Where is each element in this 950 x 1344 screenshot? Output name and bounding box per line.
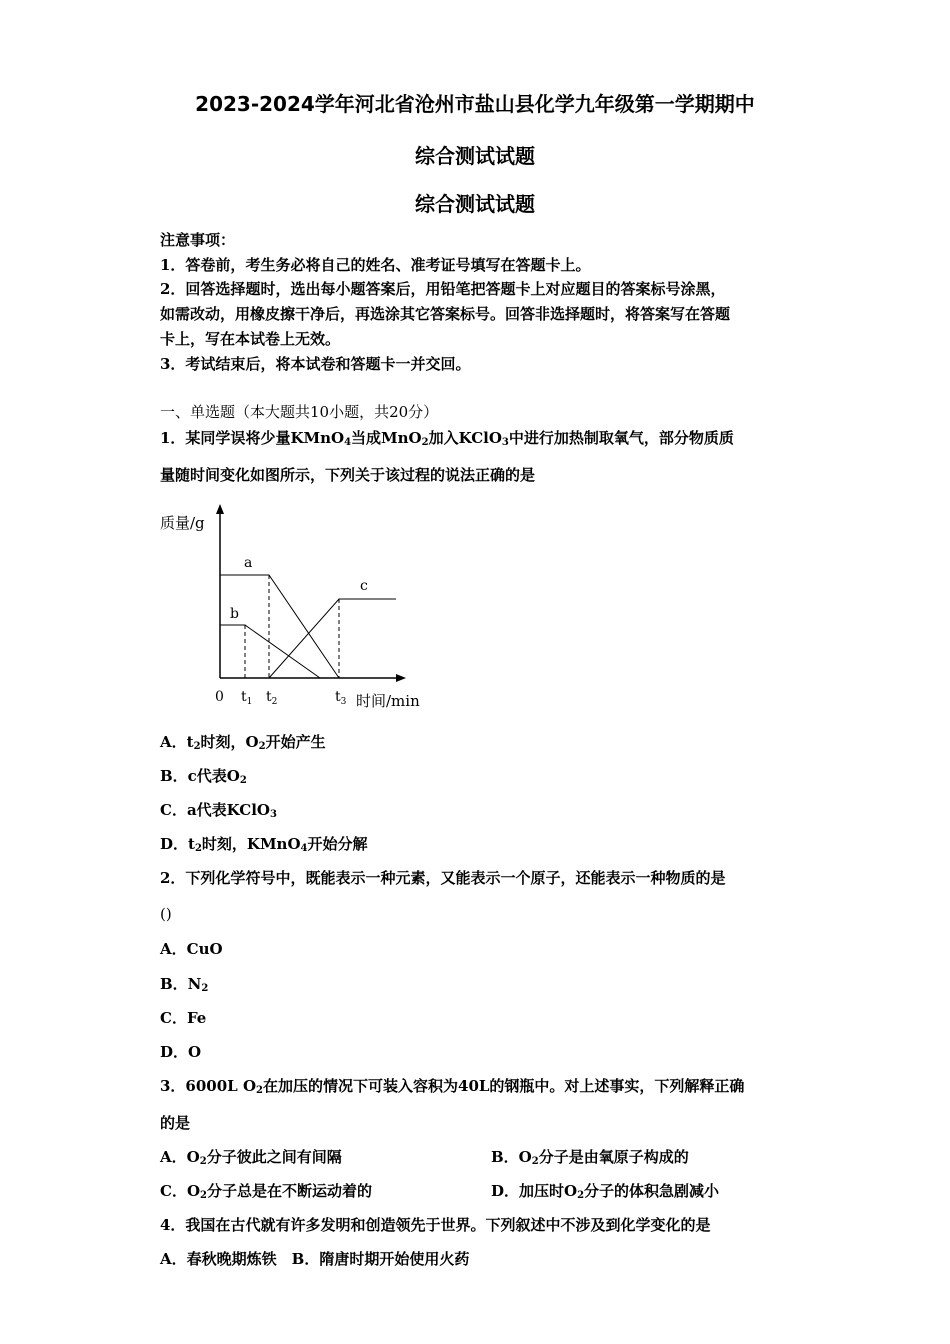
notice-item-2-line1: 2．回答选择题时，选出每小题答案后，用铅笔把答题卡上对应题目的答案标号涂黑，: [160, 280, 726, 298]
y-axis-label: 质量/g: [160, 514, 205, 532]
q3-option-a[interactable]: A．$O_2$分子彼此之间有间隔: [160, 1148, 342, 1167]
question-2-line1: 2．下列化学符号中，既能表示一种元素，又能表示一个原子，还能表示一种物质的是: [160, 869, 726, 887]
tick-t1: $t_1$: [241, 689, 253, 707]
notice-heading: 注意事项：: [160, 231, 236, 249]
x-axis-label: 时间/min: [356, 692, 420, 710]
series-c-line: [269, 599, 396, 678]
series-c-label: c: [360, 578, 368, 594]
question-3-line1: 3．6000L $O_2$在加压的情况下可装入容积为40L的钢瓶中。对上述事实，下列解释正确: [160, 1077, 745, 1096]
q1-option-d[interactable]: D．$t_2$时刻，KMnO$_4$开始分解: [160, 835, 368, 854]
series-b-line: [220, 625, 320, 678]
q2-option-a[interactable]: A．CuO: [160, 940, 223, 958]
q1-option-b[interactable]: B．c代表$O_2$: [160, 767, 247, 786]
q2-option-d[interactable]: D．O: [160, 1043, 202, 1061]
tick-t3: $t_3$: [335, 689, 347, 707]
exam-title-line1: 2023-2024学年河北省沧州市盐山县化学九年级第一学期期中: [195, 92, 755, 116]
q3-option-d[interactable]: D．加压时$O_2$分子的体积急剧减小: [491, 1182, 720, 1201]
q3-option-c[interactable]: C．$O_2$分子总是在不断运动着的: [160, 1182, 372, 1201]
exam-title-line3: 综合测试试题: [415, 192, 535, 216]
exam-title-line2: 综合测试试题: [415, 144, 535, 168]
notice-item-2-line3: 卡上，写在本试卷上无效。: [160, 330, 341, 348]
series-b-label: b: [230, 606, 239, 622]
q3-option-b[interactable]: B．$O_2$分子是由氧原子构成的: [491, 1148, 689, 1167]
y-axis-arrow: [216, 504, 224, 514]
question-1-line1: 1．某同学误将少量KMnO$_4$当成MnO$_2$加入KClO$_3$中进行加热制取氧气，部分物质质: [160, 429, 734, 448]
series-a-line: [220, 575, 339, 678]
question-3-line2: 的是: [160, 1114, 191, 1132]
series-a-label: a: [244, 555, 253, 571]
section-heading: 一、单选题（本大题共10小题，共20分）: [160, 403, 439, 421]
notice-item-3: 3．考试结束后，将本试卷和答题卡一并交回。: [160, 355, 471, 373]
q2-option-b[interactable]: B．$N_2$: [160, 975, 209, 994]
question-1-line2: 量随时间变化如图所示，下列关于该过程的说法正确的是: [160, 466, 536, 484]
question-2-line2: (): [160, 905, 172, 923]
q4-options-ab[interactable]: A．春秋晚期炼铁 B．隋唐时期开始使用火药: [160, 1250, 470, 1268]
q2-option-c[interactable]: C．Fe: [160, 1009, 207, 1027]
q1-option-a[interactable]: A．$t_2$时刻，$O_2$开始产生: [160, 733, 326, 752]
mass-time-chart: [158, 498, 428, 713]
question-4-line1: 4．我国在古代就有许多发明和创造领先于世界。下列叙述中不涉及到化学变化的是: [160, 1216, 711, 1234]
tick-origin: 0: [215, 689, 224, 705]
notice-item-2-line2: 如需改动，用橡皮擦干净后，再选涂其它答案标号。回答非选择题时，将答案写在答题: [160, 305, 731, 323]
q1-option-c[interactable]: C．a代表KClO$_3$: [160, 801, 277, 820]
tick-t2: $t_2$: [266, 689, 278, 707]
x-axis-arrow: [396, 674, 406, 682]
notice-item-1: 1．答卷前，考生务必将自己的姓名、准考证号填写在答题卡上。: [160, 256, 591, 274]
